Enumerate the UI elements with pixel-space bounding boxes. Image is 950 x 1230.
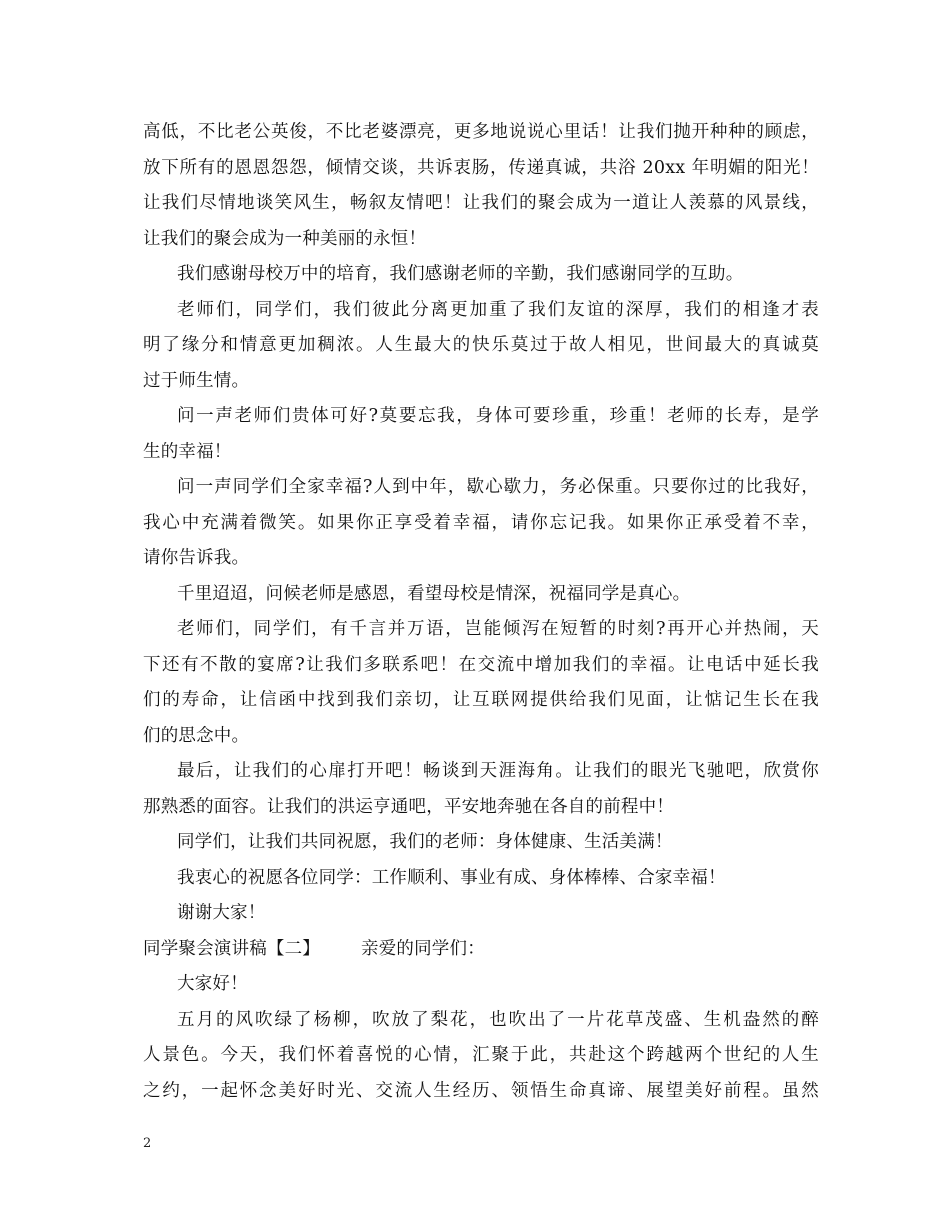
paragraph-block-1 xyxy=(143,115,819,932)
text-line: 我衷心的祝愿各位同学：工作顺利、事业有成、身体棒棒、合家幸福！ xyxy=(177,867,726,888)
text-line: 请你告诉我。 xyxy=(143,548,250,568)
document-body xyxy=(143,115,819,1109)
section-heading: 同学聚会演讲稿【二】 xyxy=(143,938,320,959)
section-heading-line xyxy=(143,932,819,968)
text-line: 人景色。今天，我们怀着喜悦的心情，汇聚于此，共赴这个跨越两个世纪的人生 xyxy=(143,1045,819,1065)
text-line: 生的幸福！ xyxy=(143,441,232,462)
text-line: 下还有不散的宴席?让我们多联系吧！在交流中增加我们的幸福。让电话中延长我 xyxy=(143,654,819,675)
text-line: 五月的风吹绿了杨柳，吹放了梨花，也吹出了一片花草茂盛、生机盎然的醉 xyxy=(177,1009,819,1030)
page-number: 2 xyxy=(143,1136,152,1151)
text-line: 同学们，让我们共同祝愿，我们的老师：身体健康、生活美满！ xyxy=(177,832,673,852)
text-line: 让我们尽情地谈笑风生，畅叙友情吧！让我们的聚会成为一道让人羡慕的风景线， xyxy=(143,193,819,213)
salutation: 亲爱的同学们： xyxy=(361,938,485,959)
text-line: 老师们，同学们，有千言并万语，岂能倾泻在短暂的时刻?再开心并热闹，天 xyxy=(177,619,819,639)
text-line: 千里迢迢，问候老师是感恩，看望母校是情深，祝福同学是真心。 xyxy=(177,583,691,604)
text-line: 之约，一起怀念美好时光、交流人生经历、领悟生命真谛、展望美好前程。虽然 xyxy=(143,1080,819,1101)
text-line: 问一声老师们贵体可好?莫要忘我，身体可要珍重，珍重！老师的长寿，是学 xyxy=(177,406,819,426)
text-line: 问一声同学们全家幸福?人到中年，歇心歇力，务必保重。只要你过的比我好， xyxy=(177,477,819,497)
text-line: 谢谢大家！ xyxy=(177,903,266,923)
text-line: 那熟悉的面容。让我们的洪运亨通吧，平安地奔驰在各自的前程中！ xyxy=(143,796,674,817)
text-line: 我们感谢母校万中的培育，我们感谢老师的辛勤，我们感谢同学的互助。 xyxy=(177,264,744,284)
text-line: 让我们的聚会成为一种美丽的永恒！ xyxy=(143,228,427,249)
text-line: 最后，让我们的心扉打开吧！畅谈到天涯海角。让我们的眼光飞驰吧，欣赏你 xyxy=(177,761,819,781)
text-line: 们的寿命，让信函中找到我们亲切，让互联网提供给我们见面，让惦记生长在我 xyxy=(143,690,819,710)
text-line: 放下所有的恩恩怨怨，倾情交谈，共诉衷肠，传递真诚，共浴 20xx 年明媚的阳光！ xyxy=(143,157,819,178)
text-line: 高低，不比老公英俊，不比老婆漂亮，更多地说说心里话！让我们抛开种种的顾虑， xyxy=(143,122,819,142)
text-line: 我心中充满着微笑。如果你正享受着幸福，请你忘记我。如果你正承受着不幸， xyxy=(143,512,819,533)
text-line: 大家好！ xyxy=(177,974,248,994)
text-line: 明了缘分和情意更加稠浓。人生最大的快乐莫过于故人相见，世间最大的真诚莫 xyxy=(143,335,819,355)
paragraph-block-2 xyxy=(143,967,819,1109)
text-line: 们的思念中。 xyxy=(143,725,250,746)
text-line: 老师们，同学们，我们彼此分离更加重了我们友谊的深厚，我们的相逢才表 xyxy=(177,299,819,320)
text-line: 过于师生情。 xyxy=(143,370,250,391)
